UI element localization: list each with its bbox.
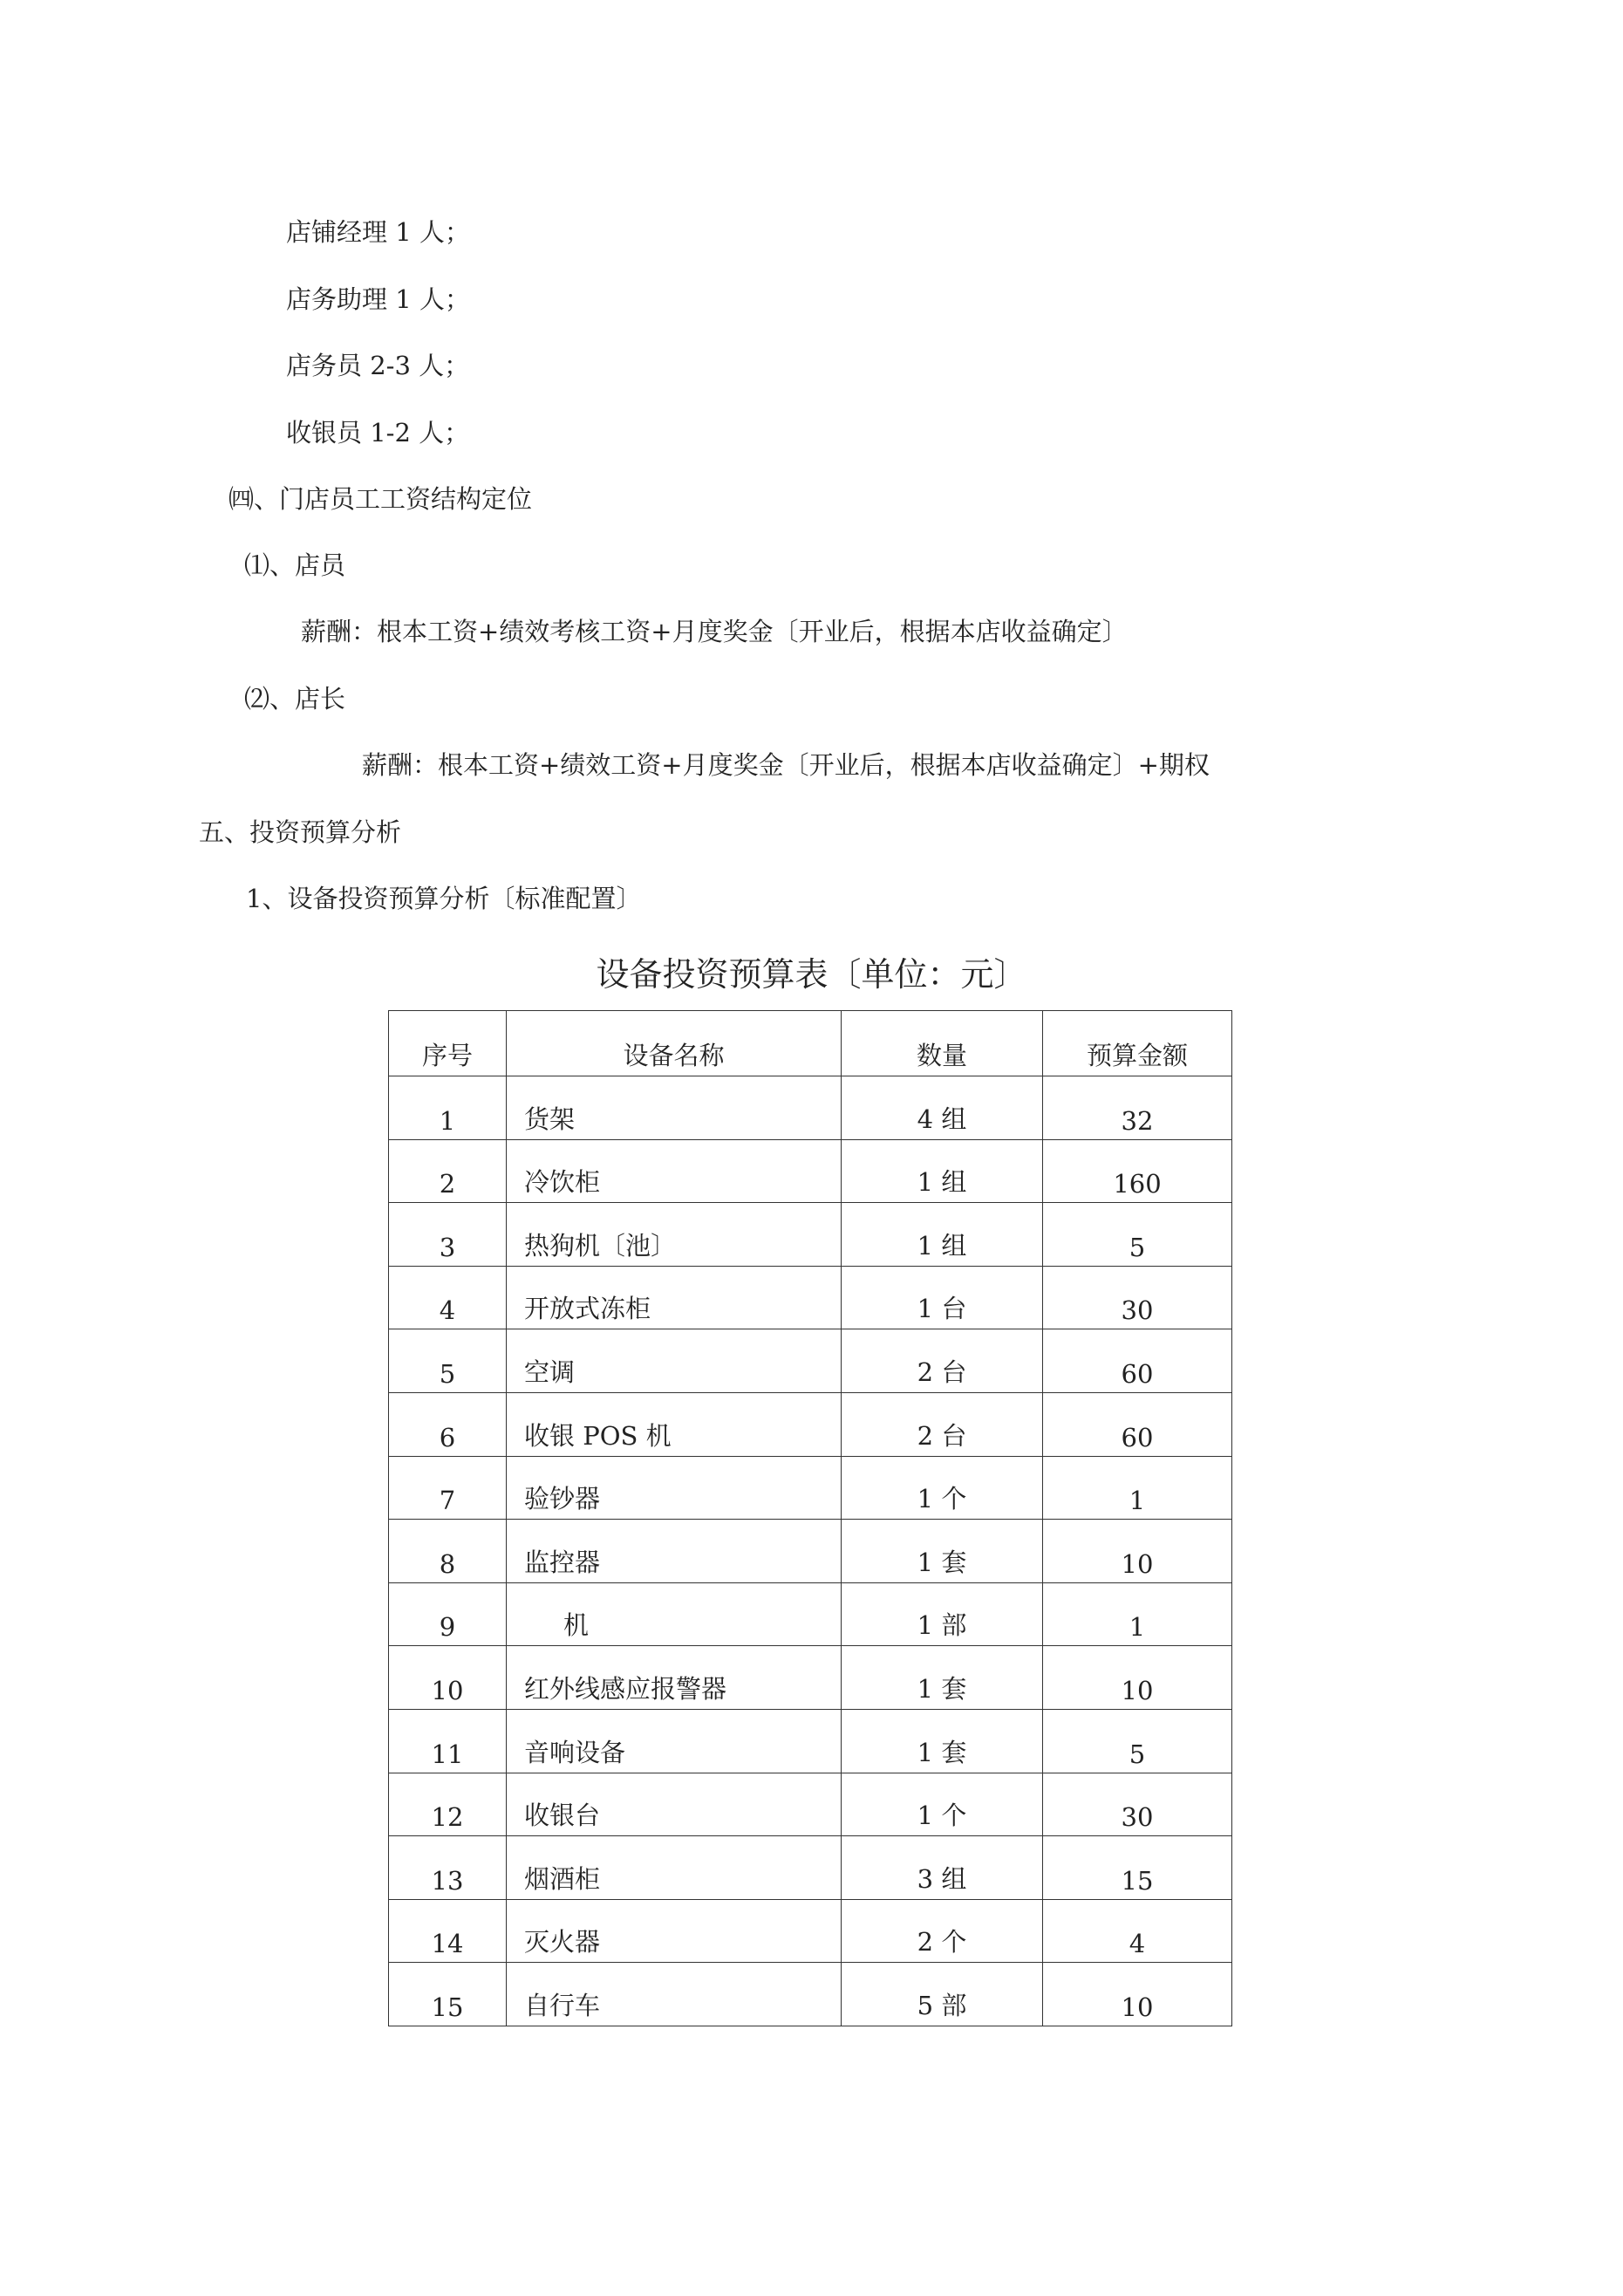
- table-title: 设备投资预算表〔单位：元〕: [596, 955, 1027, 994]
- cell-name: 收银台: [507, 1773, 842, 1836]
- table-body: [389, 1076, 1232, 2026]
- cell-no: 5: [389, 1329, 507, 1393]
- header-amount: 预算金额: [1043, 1011, 1232, 1076]
- cell-name-text: 机: [563, 1610, 590, 1641]
- table-row: [389, 1456, 1232, 1520]
- cell-amount: 60: [1043, 1329, 1232, 1393]
- cell-amount: 4: [1043, 1899, 1232, 1963]
- cell-no: 7: [389, 1456, 507, 1520]
- header-qty: 数量: [842, 1011, 1043, 1076]
- cell-amount: 160: [1043, 1139, 1232, 1203]
- cell-amount: 5: [1043, 1709, 1232, 1773]
- cell-no: 8: [389, 1520, 507, 1583]
- cell-name: 烟酒柜: [507, 1836, 842, 1900]
- cell-amount: 30: [1043, 1773, 1232, 1836]
- cell-qty: 1 套: [842, 1709, 1043, 1773]
- cell-qty: 5 部: [842, 1963, 1043, 2026]
- cell-amount: 5: [1043, 1203, 1232, 1267]
- table-row: [389, 1203, 1232, 1267]
- cell-qty: 4 组: [842, 1076, 1043, 1140]
- cell-qty: 2 个: [842, 1899, 1043, 1963]
- cell-name: 红外线感应报警器: [507, 1646, 842, 1710]
- cell-qty: 3 组: [842, 1836, 1043, 1900]
- cell-qty: 2 台: [842, 1392, 1043, 1456]
- cell-qty: 1 台: [842, 1266, 1043, 1329]
- cell-name: 收银 POS 机: [507, 1392, 842, 1456]
- table-row: [389, 1076, 1232, 1140]
- cell-name: 自行车: [507, 1963, 842, 2026]
- section-heading-salary-structure: ㈣、门店员工工资结构定位: [228, 484, 533, 514]
- table-row: [389, 1773, 1232, 1836]
- cell-no: 11: [389, 1709, 507, 1773]
- manager-salary-text: 薪酬：根本工资+绩效工资+月度奖金〔开业后，根据本店收益确定〕+期权: [362, 750, 1210, 780]
- staff-assistant-line: 店务助理 1 人；: [286, 284, 470, 314]
- cell-no: 9: [389, 1582, 507, 1646]
- cell-qty: 1 组: [842, 1139, 1043, 1203]
- cell-no: 12: [389, 1773, 507, 1836]
- table-row: [389, 1266, 1232, 1329]
- cell-name: 音响设备: [507, 1709, 842, 1773]
- staff-manager-line: 店铺经理 1 人；: [286, 217, 470, 247]
- cell-qty: 1 套: [842, 1520, 1043, 1583]
- cell-qty: 1 个: [842, 1456, 1043, 1520]
- cell-amount: 60: [1043, 1392, 1232, 1456]
- cell-no: 10: [389, 1646, 507, 1710]
- cell-no: 6: [389, 1392, 507, 1456]
- cell-name: 开放式冻柜: [507, 1266, 842, 1329]
- table-row: [389, 1582, 1232, 1646]
- cell-amount: 1: [1043, 1582, 1232, 1646]
- table-row: [389, 1139, 1232, 1203]
- equipment-budget-table: [388, 1010, 1232, 2026]
- subheading-store-manager: ⑵、店长: [244, 684, 346, 714]
- cell-amount: 15: [1043, 1836, 1232, 1900]
- table-row: [389, 1392, 1232, 1456]
- cell-name: 空调: [507, 1329, 842, 1393]
- cell-amount: 32: [1043, 1076, 1232, 1140]
- cell-amount: 10: [1043, 1963, 1232, 2026]
- cell-no: 3: [389, 1203, 507, 1267]
- cell-no: 2: [389, 1139, 507, 1203]
- cell-qty: 1 套: [842, 1646, 1043, 1710]
- cell-no: 13: [389, 1836, 507, 1900]
- section-heading-investment-budget: 五、投资预算分析: [199, 817, 402, 847]
- table-row: [389, 1836, 1232, 1900]
- cell-no: 4: [389, 1266, 507, 1329]
- table-row: [389, 1899, 1232, 1963]
- header-name: 设备名称: [507, 1011, 842, 1076]
- cell-no: 1: [389, 1076, 507, 1140]
- table-row: [389, 1329, 1232, 1393]
- cell-name: 灭火器: [507, 1899, 842, 1963]
- table-row: [389, 1646, 1232, 1710]
- cell-qty: 1 组: [842, 1203, 1043, 1267]
- subheading-clerk: ⑴、店员: [244, 550, 346, 580]
- cell-name: 货架: [507, 1076, 842, 1140]
- clerk-salary-text: 薪酬：根本工资+绩效考核工资+月度奖金〔开业后，根据本店收益确定〕: [301, 617, 1128, 646]
- cell-name: 监控器: [507, 1520, 842, 1583]
- staff-clerk-line: 店务员 2-3 人；: [286, 351, 470, 380]
- cell-name: [507, 1582, 842, 1646]
- cell-qty: 2 台: [842, 1329, 1043, 1393]
- table-row: [389, 1709, 1232, 1773]
- cell-no: 14: [389, 1899, 507, 1963]
- staff-cashier-line: 收银员 1-2 人；: [286, 418, 470, 448]
- cell-amount: 1: [1043, 1456, 1232, 1520]
- table-row: [389, 1963, 1232, 2026]
- cell-name: 冷饮柜: [507, 1139, 842, 1203]
- cell-qty: 1 个: [842, 1773, 1043, 1836]
- cell-name: 热狗机〔池〕: [507, 1203, 842, 1267]
- cell-amount: 10: [1043, 1646, 1232, 1710]
- cell-qty: 1 部: [842, 1582, 1043, 1646]
- cell-amount: 30: [1043, 1266, 1232, 1329]
- table-header-row: [389, 1011, 1232, 1076]
- table-row: [389, 1520, 1232, 1583]
- cell-amount: 10: [1043, 1520, 1232, 1583]
- header-no: 序号: [389, 1011, 507, 1076]
- subheading-equipment-budget: 1、设备投资预算分析〔标准配置〕: [246, 884, 642, 913]
- cell-no: 15: [389, 1963, 507, 2026]
- cell-name: 验钞器: [507, 1456, 842, 1520]
